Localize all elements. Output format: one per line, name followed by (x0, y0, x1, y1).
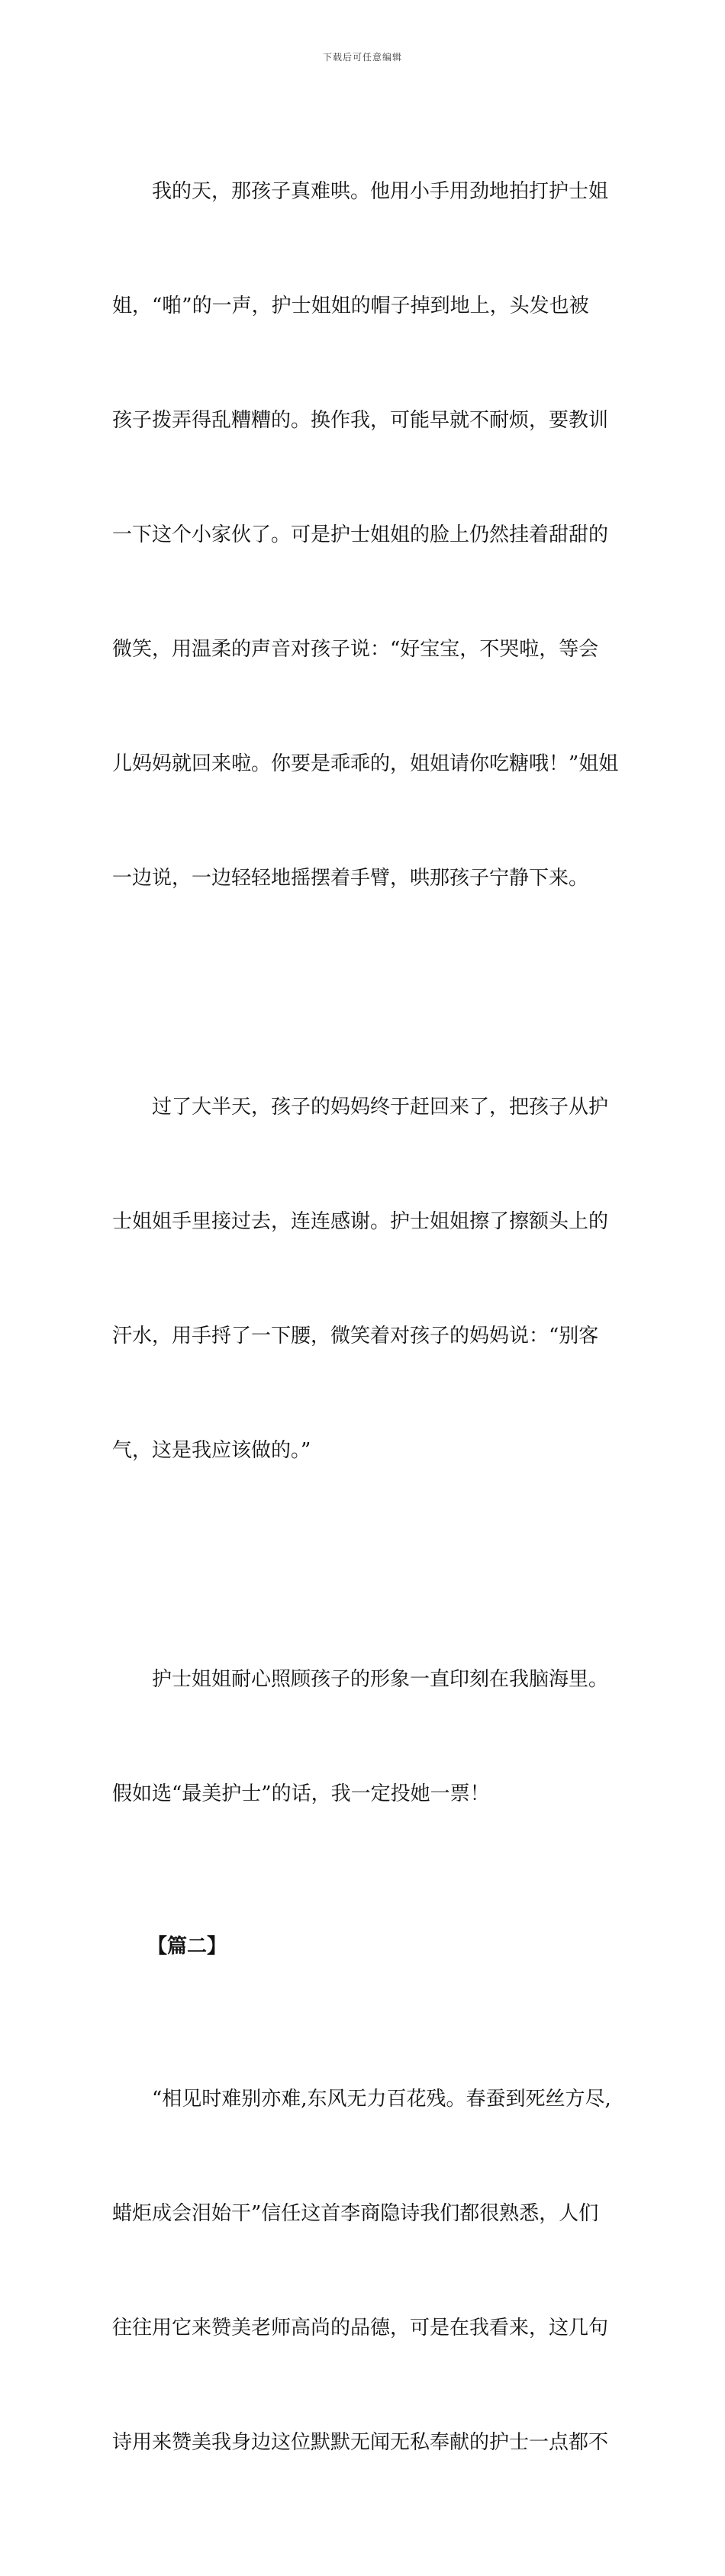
paragraph-line: 蜡炬成会泪始干”信任这首李商隐诗我们都很熟悉，人们 (112, 2202, 599, 2225)
paragraph-line: 士姐姐手里接过去，连连感谢。护士姐姐擦了擦额头上的 (112, 1210, 609, 1233)
paragraph-line: 过了大半天，孩子的妈妈终于赶回来了，把孩子从护 (152, 1096, 609, 1119)
paragraph-line: 微笑，用温柔的声音对孩子说：“好宝宝，不哭啦，等会 (112, 638, 599, 661)
paragraph-1 (112, 96, 620, 974)
section-heading: 【篇二】 (147, 1935, 227, 1958)
paragraph-line: 孩子拨弄得乱糟糟的。换作我，可能早就不耐烦，要教训 (112, 409, 609, 432)
paragraph-line: 诗用来赞美我身边这位默默无闻无私奉献的护士一点都不 (112, 2431, 609, 2454)
paragraph-line: 儿妈妈就回来啦。你要是乖乖的，姐姐请你吃糖哦！”姐姐 (112, 752, 619, 775)
paragraph-line: 姐，“啪”的一声，护士姐姐的帽子掉到地上，头发也被 (112, 295, 589, 317)
paragraph-line: “相见时难别亦难,东风无力百花残。春蚕到死丝方尽, (152, 2088, 611, 2111)
paragraph-line: 护士姐姐耐心照顾孩子的形象一直印刻在我脑海里。 (152, 1668, 609, 1691)
paragraph-line: 一下这个小家伙了。可是护士姐姐的脸上仍然挂着甜甜的 (112, 523, 609, 546)
paragraph-4 (112, 2004, 620, 2538)
paragraph-line: 假如选“最美护士”的话，我一定投她一票！ (112, 1782, 490, 1805)
paragraph-line: 一边说，一边轻轻地摇摆着手臂，哄那孩子宁静下来。 (112, 867, 589, 890)
document-body (112, 96, 620, 2576)
paragraph-line: 我的天，那孩子真难哄。他用小手用劲地拍打护士姐 (152, 180, 609, 203)
paragraph-2 (112, 1012, 620, 1546)
paragraph-3 (112, 1584, 620, 1889)
paragraph-line: 汗水，用手捋了一下腰，微笑着对孩子的妈妈说：“别客 (112, 1325, 599, 1348)
page-header-note: 下载后可任意编辑 (322, 52, 402, 63)
paragraph-line: 往往用它来赞美老师高尚的品德，可是在我看来，这几句 (112, 2317, 609, 2339)
paragraph-line: 气，这是我应该做的。” (112, 1439, 311, 1462)
